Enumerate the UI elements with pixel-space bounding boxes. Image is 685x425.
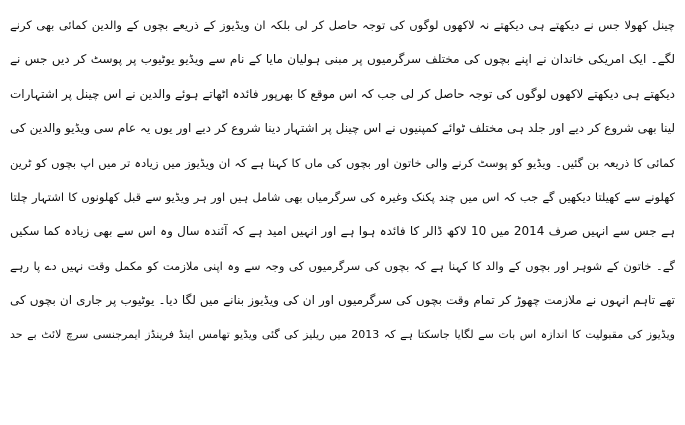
article-line: کمائی کا ذریعہ بن گئیں۔ ویڈیو کو پوسٹ کرنے والی خاتون اور بچوں کی ماں کا کہنا ہے کہ ان ویڈیوز میں زیادہ تر میں اپ بچوں کو ٹرین <box>10 155 675 170</box>
article-line: دیکھتے ہی دیکھتے لاکھوں لوگوں کی توجہ حاصل کر لی جب کہ اس موقع کا بھرپور فائدہ اٹھاتے ہوئے والدین نے اس چینل پر اشتہارات <box>10 86 675 101</box>
article-line: ویڈیوز کی مقبولیت کا اندازہ اس بات سے لگایا جاسکتا ہے کہ 2013 میں ریلیز کی گئی ویڈیو تھامس اینڈ فرینڈز ایمرجنسی سرچ لائٹ بے حد <box>10 327 675 341</box>
article-line: لینا بھی شروع کر دیے اور جلد ہی مختلف ٹوائے کمپنیوں نے اس چینل پر اشتہار دینا شروع کر دیے اور یوں یہ عام سی ویڈیو والدین کی <box>10 121 675 136</box>
article-line: گے۔ خاتون کے شوہر اور بچوں کے والد کا کہنا ہے کہ بچوں کی سرگرمیوں کی وجہ سے وہ اپنی ملازمت کو مکمل وقت نہیں دے پا رہے <box>10 258 675 273</box>
article-line: تھے تاہم انہوں نے ملازمت چھوڑ کر تمام وقت بچوں کی سرگرمیوں اور ان کی ویڈیوز بنانے میں لگا دیا۔ یوٹیوب پر جاری ان بچوں کی <box>10 293 675 308</box>
article-line: کھلونے سے کھیلتا دیکھیں گے جب کہ اس میں چند پکنک وغیرہ کی سرگرمیاں بھی شامل ہیں اور ہر ویڈیو سے قبل کھلونوں کا اشتہار چلتا <box>10 189 675 204</box>
article-line: لگے۔ ایک امریکی خاندان نے اپنے بچوں کی مختلف سرگرمیوں پر مبنی ہولیان مایا کے نام سے ویڈیو یوٹیوب پر پوسٹ کر دیں جس نے <box>10 52 675 67</box>
article-line: چینل کھولا جس نے دیکھتے ہی دیکھتے نہ لاکھوں لوگوں کی توجہ حاصل کر لی بلکہ ان ویڈیوز کے ذریعے بچوں کے والدین کمائی بھی کرنے <box>10 18 675 32</box>
article-body <box>10 8 675 352</box>
article-line: ہے جس سے انہیں صرف 2014 میں 10 لاکھ ڈالر کا فائدہ ہوا ہے اور انہیں امید ہے کہ آئندہ سال وہ اس سے بھی زیادہ کما سکیں <box>10 224 675 239</box>
